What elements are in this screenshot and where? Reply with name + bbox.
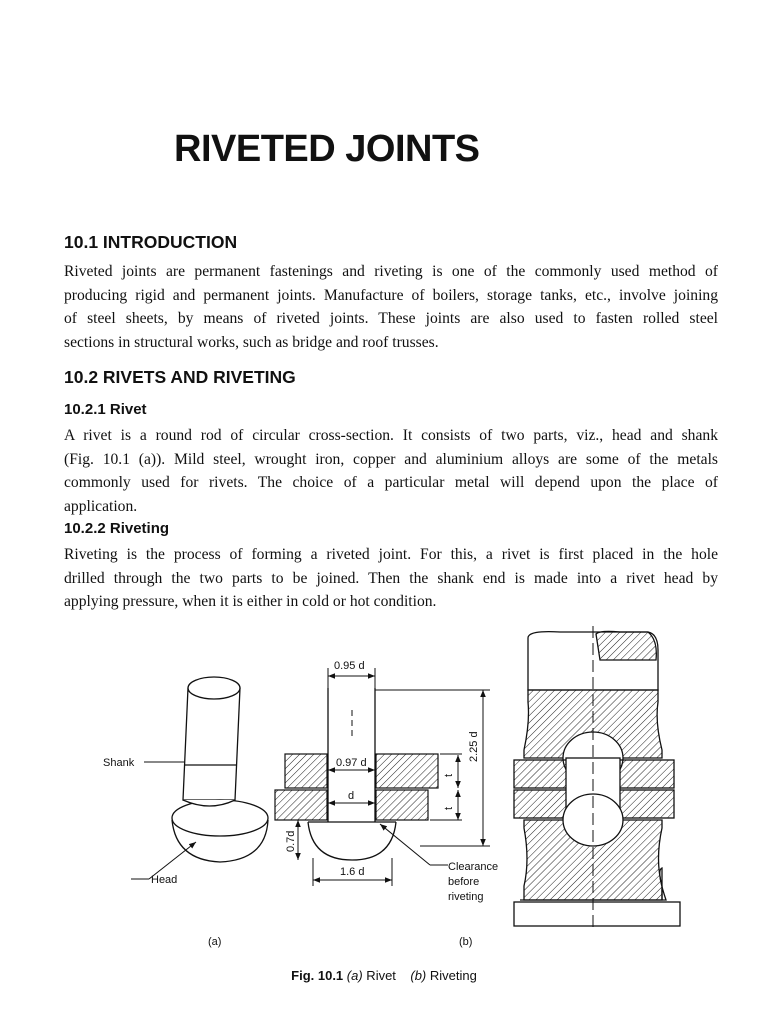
dim-d-label: d bbox=[348, 790, 355, 802]
section-heading-rivets-and-riveting: 10.2 RIVETS AND RIVETING bbox=[64, 367, 296, 387]
paragraph-line: Riveting is the process of forming a riveted joint. For this, a rivet is first placed in the hole bbox=[64, 546, 718, 563]
dim-097d-label: 0.97 d bbox=[336, 757, 367, 769]
clearance-leader-arrow bbox=[380, 824, 430, 865]
head-label: Head bbox=[151, 874, 178, 886]
paragraph-line: drilled through the two parts to be joined. Then the shank end is made into a rivet head by bbox=[64, 569, 718, 587]
shank-label: Shank bbox=[103, 757, 135, 769]
paragraph-line: (Fig. 10.1 (a)). Mild steel, wrought iron, copper and aluminium alloys are some of the metals bbox=[64, 450, 718, 468]
paragraph-line: of steel sheets, by means of riveted joints. These joints are also used to fasten rolled steel bbox=[64, 310, 718, 327]
subfigure-b-label: (b) bbox=[459, 936, 473, 948]
dim-225d-label: 2.25 d bbox=[468, 731, 480, 762]
caption-b: (b) bbox=[410, 968, 427, 983]
caption-rivet: Rivet bbox=[362, 968, 396, 983]
caption-fig-number: Fig. 10.1 bbox=[291, 968, 344, 983]
dim-095d-label: 0.95 d bbox=[334, 660, 365, 672]
subsection-heading-rivet: 10.2.1 Rivet bbox=[64, 401, 147, 418]
paragraph-line: producing rigid and permanent joints. Manufacture of boilers, storage tanks, etc., involve joining bbox=[64, 286, 718, 304]
paragraph-line: commonly used for rivets. The choice of a particular metal will depend upon the place of bbox=[64, 474, 718, 491]
subfigure-a-label: (a) bbox=[208, 936, 222, 948]
paragraph-introduction bbox=[64, 260, 718, 354]
clearance-label-line2: before bbox=[448, 876, 480, 888]
page-title: RIVETED JOINTS bbox=[174, 128, 480, 170]
section-heading-introduction: 10.1 INTRODUCTION bbox=[64, 232, 238, 252]
paragraph-line: applying pressure, when it is either in cold or hot condition. bbox=[64, 593, 437, 610]
paragraph-line: application. bbox=[64, 497, 138, 515]
riveting-tool-drawing bbox=[514, 631, 680, 926]
caption-a: (a) bbox=[346, 968, 363, 983]
subsection-heading-riveting: 10.2.2 Riveting bbox=[64, 520, 170, 537]
dim-07d-label: 0.7d bbox=[285, 830, 297, 852]
paragraph-riveting bbox=[64, 543, 718, 614]
dim-t-bottom-label: t bbox=[443, 806, 455, 810]
paragraph-rivet bbox=[64, 424, 718, 518]
rivet-drawing bbox=[172, 677, 268, 862]
paragraph-line: sections in structural works, such as bridge and roof trusses. bbox=[64, 333, 439, 351]
paragraph-line: A rivet is a round rod of circular cross-section. It consists of two parts, viz., head and shank bbox=[64, 427, 718, 444]
paragraph-line: Riveted joints are permanent fastenings and riveting is one of the commonly used method of bbox=[64, 263, 718, 280]
rivet-figure bbox=[0, 620, 768, 960]
clearance-label-line1: Clearance bbox=[448, 861, 499, 873]
dim-16d-label: 1.6 d bbox=[340, 866, 365, 878]
figure-caption bbox=[0, 968, 768, 983]
caption-riveting: Riveting bbox=[426, 968, 477, 983]
clearance-label-line3: riveting bbox=[448, 891, 484, 903]
dim-t-top-label: t bbox=[443, 773, 455, 777]
